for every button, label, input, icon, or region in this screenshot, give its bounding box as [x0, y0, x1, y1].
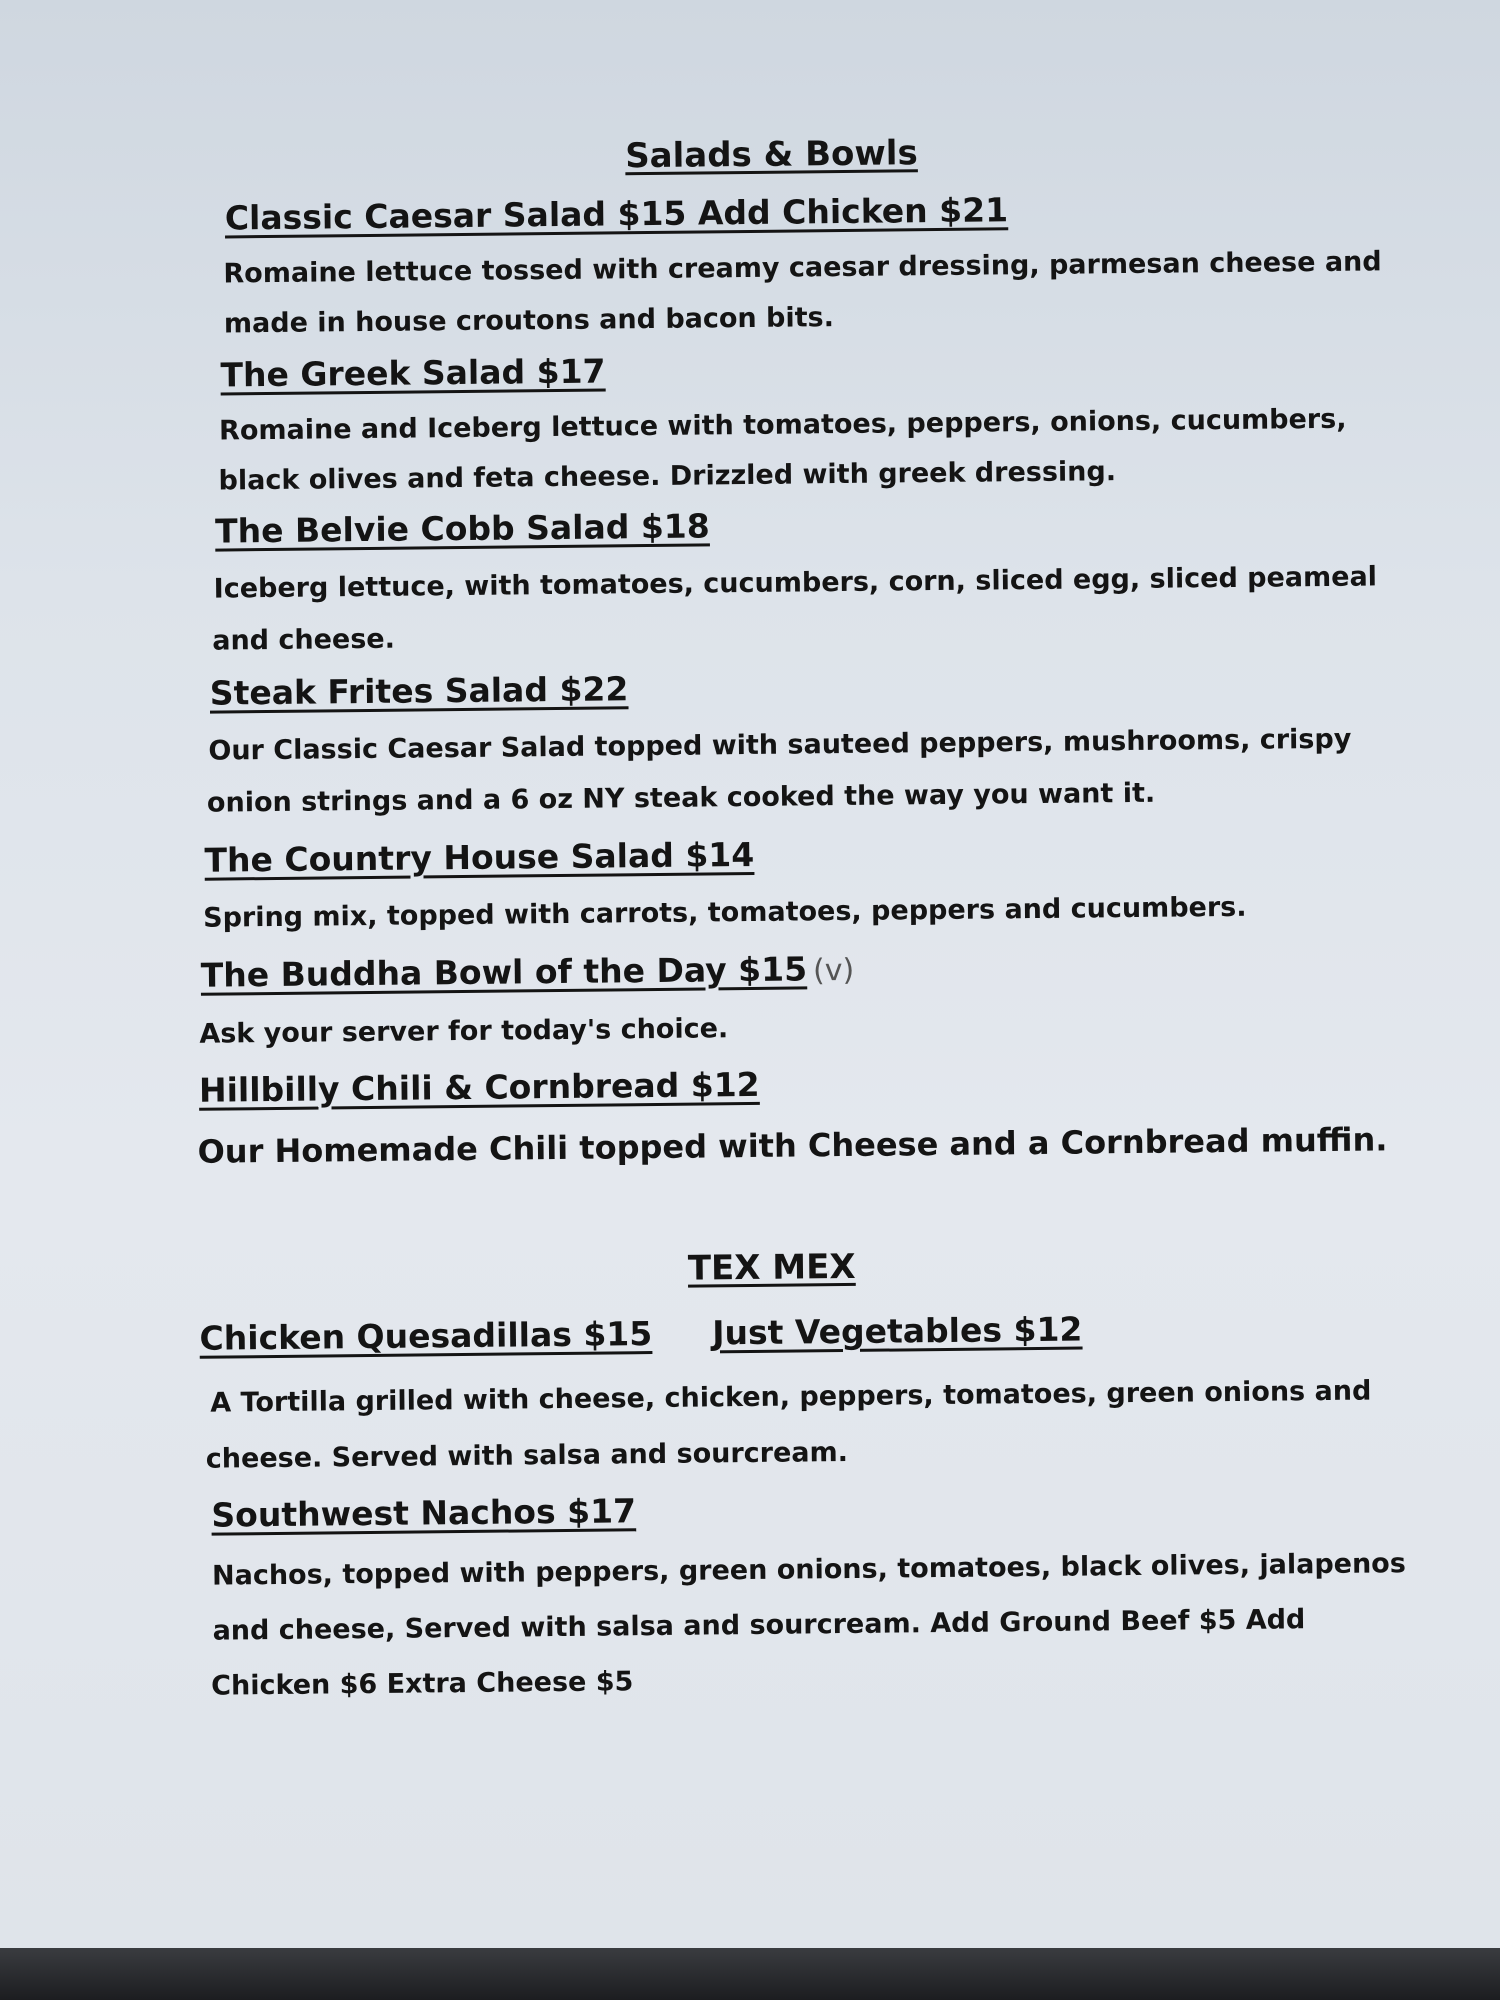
item-desc-country-1: Spring mix, topped with carrots, tomatoes, peppers and cucumbers.: [202, 891, 1247, 934]
item-desc-quesadillas-1: A Tortilla grilled with cheese, chicken, peppers, tomatoes, green onions and: [210, 1375, 1372, 1419]
item-title-caesar: Classic Caesar Salad $15 Add Chicken $21: [224, 190, 1009, 238]
section-title-salads: Salads & Bowls: [624, 133, 918, 177]
item-title-chili: Hillbilly Chili & Cornbread $12: [198, 1064, 760, 1110]
item-desc-cobb-2: and cheese.: [212, 623, 396, 657]
item-title-cobb: The Belvie Cobb Salad $18: [214, 506, 710, 551]
section-title-tex-mex: TEX MEX: [687, 1246, 856, 1289]
item-title-quesadillas: [199, 1310, 1082, 1358]
item-title-country: The Country House Salad $14: [204, 834, 755, 880]
item-desc-nachos-1: Nachos, topped with peppers, green onions, tomatoes, black olives, jalapenos: [211, 1548, 1407, 1592]
item-desc-caesar-2: made in house croutons and bacon bits.: [223, 302, 835, 340]
item-title-steak: Steak Frites Salad $22: [209, 669, 629, 713]
vegetarian-mark: (v): [812, 952, 855, 989]
item-desc-steak-2: onion strings and a 6 oz NY steak cooked the way you want it.: [206, 777, 1156, 819]
table-surface: [0, 1948, 1500, 2000]
item-desc-chili-1: Our Homemade Chili topped with Cheese and a Cornbread muffin.: [197, 1120, 1388, 1171]
item-title-vegetables-text: Just Vegetables $12: [712, 1309, 1083, 1353]
item-desc-nachos-2: and cheese, Served with salsa and sourcream. Add Ground Beef $5 Add: [212, 1604, 1306, 1647]
item-desc-caesar-1: Romaine lettuce tossed with creamy caesar dressing, parmesan cheese and: [223, 246, 1382, 290]
item-desc-cobb-1: Iceberg lettuce, with tomatoes, cucumbers, corn, sliced egg, sliced peameal: [213, 561, 1378, 605]
item-title-nachos: Southwest Nachos $17: [211, 1491, 637, 1535]
item-title-buddha: [201, 949, 855, 995]
item-title-greek: The Greek Salad $17: [220, 351, 606, 395]
item-desc-greek-2: black olives and feta cheese. Drizzled with greek dressing.: [218, 456, 1117, 497]
item-desc-buddha-1: Ask your server for today's choice.: [199, 1013, 729, 1050]
item-desc-greek-1: Romaine and Iceberg lettuce with tomatoes, peppers, onions, cucumbers,: [218, 403, 1347, 447]
item-title-buddha-text: The Buddha Bowl of the Day $15: [200, 949, 808, 995]
item-title-quesadillas-text: Chicken Quesadillas $15: [199, 1314, 653, 1358]
item-desc-nachos-3: Chicken $6 Extra Cheese $5: [211, 1666, 634, 1702]
item-desc-quesadillas-2: cheese. Served with salsa and sourcream.: [205, 1437, 849, 1475]
item-desc-steak-1: Our Classic Caesar Salad topped with sauteed peppers, mushrooms, crispy: [208, 723, 1352, 767]
